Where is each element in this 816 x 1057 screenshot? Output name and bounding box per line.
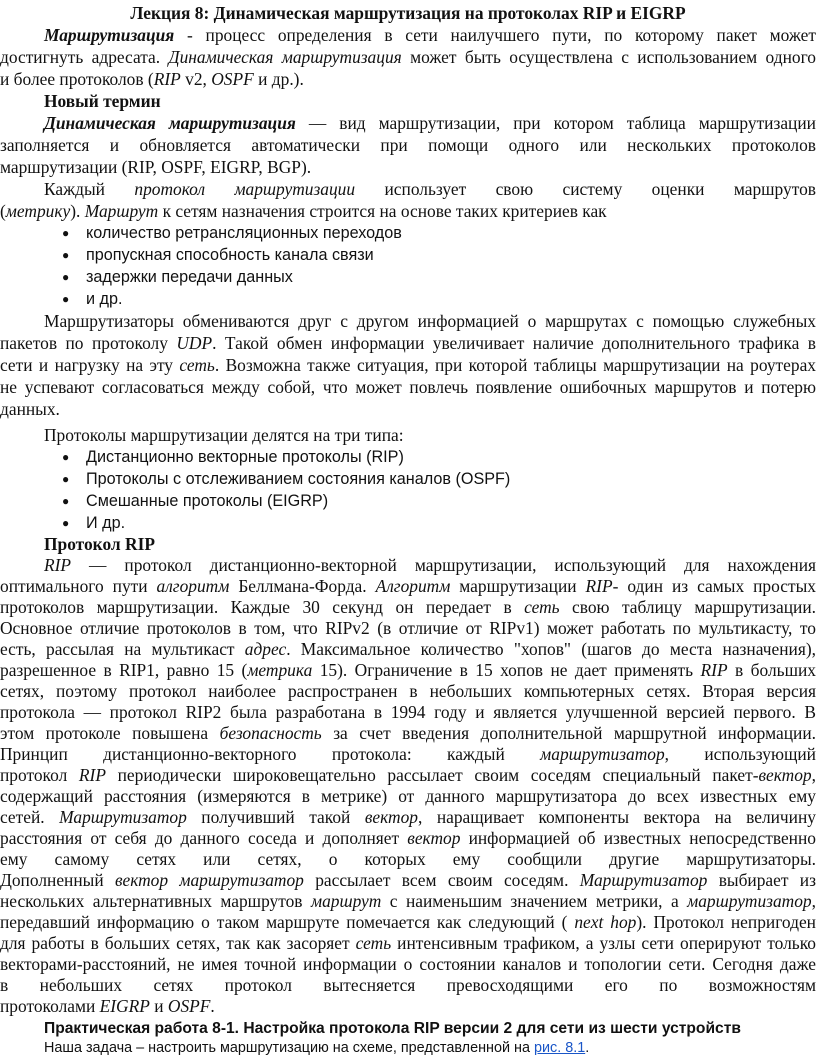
p1-line1: Маршрутизация - процесс определения в сети наилучшего пути, по которому пакет может xyxy=(44,25,816,45)
rip-line19: для работы в больших сетях, так как засоряет сеть интенсивным трафиком, а узлы сети оперируют только xyxy=(0,933,816,953)
task-line xyxy=(44,1039,589,1057)
text-span: . xyxy=(585,1040,590,1056)
p1-line2: достигнуть адресата. Динамическая маршрутизация может быть осуществлена с использованием одного xyxy=(0,47,816,67)
metric-line1: Каждый протокол маршрутизации использует свою систему оценки маршрутов xyxy=(44,179,816,199)
metric-line2: (метрику). Маршрут к сетям назначения строится на основе таких критериев как xyxy=(0,201,607,221)
types-intro: Протоколы маршрутизации делятся на три типа: xyxy=(44,425,404,445)
rip-line21 xyxy=(0,975,816,996)
def-line2: заполняется и обновляется автоматически при помощи одного или нескольких протоколов xyxy=(0,135,816,155)
rip-line13: сетей. Маршрутизатор получивший такой вектор, наращивает компоненты вектора на величину xyxy=(0,807,816,827)
exchange-line4: не успевают согласоваться между собой, что может повлечь появление ошибочных маршрутов и потерю xyxy=(0,377,816,397)
list-item: задержки передачи данных xyxy=(86,268,293,286)
list-item: количество ретрансляционных переходов xyxy=(86,224,402,242)
list-item: и др. xyxy=(86,290,123,308)
def-line3: маршрутизации (RIP, OSPF, EIGRP, BGP). xyxy=(0,157,312,177)
new-term-heading: Новый термин xyxy=(44,91,161,111)
rip-line16: Дополненный вектор маршрутизатор рассылает всем своим соседям. Маршрутизатор выбирает из xyxy=(0,870,816,890)
exchange-line1: Маршрутизаторы обмениваются друг с другом информацией о маршрутах с помощью служебных xyxy=(44,311,816,331)
rip-line11: протокол RIP периодически широковещательно рассылает своим соседям специальный пакет-вектор, xyxy=(0,765,816,785)
text-span: Практическая работа 8-1. Настройка протокола RIP версии 2 для сети из шести устройств xyxy=(44,1020,741,1037)
rip-line6: разрешенное в RIP1, равно 15 (метрика 15). Ограничение в 15 хопов не дает применять RIP в больших xyxy=(0,660,816,680)
text-span: . xyxy=(210,996,215,1016)
bullet-icon: ● xyxy=(62,248,70,262)
figure-link[interactable]: рис. 8.1 xyxy=(533,1040,586,1056)
rip-line2: оптимального пути алгоритм Беллмана-Форда. Алгоритм маршрутизации RIP- один из самых простых xyxy=(0,576,816,596)
text-span: Наша задача – настроить маршрутизацию на схеме, представленной на xyxy=(44,1040,530,1056)
list-item: пропускная способность канала связи xyxy=(86,246,374,264)
rip-line8: протокола — протокол RIP2 была разработана в 1994 году и является улучшенной версией первого. В xyxy=(0,702,816,722)
lecture-title: Лекция 8: Динамическая маршрутизация на протоколах RIP и EIGRP xyxy=(130,3,686,23)
def-line1: Динамическая маршрутизация — вид маршрутизации, при котором таблица маршрутизации xyxy=(44,113,816,133)
rip-line1: RIP — протокол дистанционно-векторной маршрутизации, использующий для нахождения xyxy=(44,555,816,575)
rip-line5: есть, рассылая на мультикаст адрес. Максимальное количество "хопов" (шагов до места назначения), xyxy=(0,639,816,659)
exchange-line5: данных. xyxy=(0,399,60,419)
rip-line18: передавший информацию о таком маршруте помечается как следующий ( next hop). Протокол непригоден xyxy=(0,912,816,932)
rip-line9: этом протоколе повышена безопасность за счет введения дополнительной маршрутной информации. xyxy=(0,723,816,743)
text-span: в небольших сетях протокол вытесняется превосходящими его по возможностям xyxy=(0,975,816,995)
bullet-icon: ● xyxy=(62,472,70,486)
bullet-icon: ● xyxy=(62,226,70,240)
exchange-line2: пакетов по протоколу UDP. Такой обмен информации увеличивает наличие дополнительного трафика в xyxy=(0,333,816,353)
rip-line10: Принцип дистанционно-векторного протокола: каждый маршрутизатор, использующий xyxy=(0,744,816,764)
rip-line17: нескольких альтернативных маршрутов маршрут с наименьшим значением метрики, а маршрутизатор, xyxy=(0,891,816,911)
rip-line12: содержащий расстояния (измеряются в метрике) от данного маршрутизатора до всех известных ему xyxy=(0,786,816,806)
text-span: протоколами xyxy=(0,996,96,1016)
text-span: EIGRP xyxy=(99,996,150,1016)
rip-line14: расстояния от себя до данного соседа и дополняет вектор информацией об известных непосредственно xyxy=(0,828,816,848)
rip-line4: Основное отличие протоколов в том, что RIPv2 (в отличие от RIPv1) может работать по мультикасту, то xyxy=(0,618,816,638)
text-span: и xyxy=(154,996,164,1016)
list-item: Протоколы с отслеживанием состояния каналов (OSPF) xyxy=(86,470,511,488)
rip-line22 xyxy=(0,996,215,1017)
rip-heading: Протокол RIP xyxy=(44,534,155,554)
rip-line7: сетях, поэтому протокол наиболее распространен в небольших компьютерных сетях. Вторая версия xyxy=(0,681,816,701)
bullet-icon: ● xyxy=(62,516,70,530)
list-item: И др. xyxy=(86,514,126,532)
rip-line3: протоколов маршрутизации. Каждые 30 секунд он передает в сеть свою таблицу маршрутизации. xyxy=(0,597,816,617)
text-span: OSPF xyxy=(167,996,211,1016)
rip-line15: ему самому сетях или сетях, о которых ему сообщили другие маршрутизаторы. xyxy=(0,849,816,869)
practice-heading xyxy=(44,1019,741,1039)
list-item: Смешанные протоколы (EIGRP) xyxy=(86,492,329,510)
bullet-icon: ● xyxy=(62,292,70,306)
list-item: Дистанционно векторные протоколы (RIP) xyxy=(86,448,404,466)
bullet-icon: ● xyxy=(62,494,70,508)
p1-line3: и более протоколов (RIP v2, OSPF и др.). xyxy=(0,69,304,89)
exchange-line3: сети и нагрузку на эту сеть. Возможна также ситуация, при которой таблицы маршрутизации на роутерах xyxy=(0,355,816,375)
bullet-icon: ● xyxy=(62,270,70,284)
rip-line20: векторами-расстояний, не имея точной информации о состоянии каналов и топологии сети. Сегодня даже xyxy=(0,954,816,974)
bullet-icon: ● xyxy=(62,450,70,464)
